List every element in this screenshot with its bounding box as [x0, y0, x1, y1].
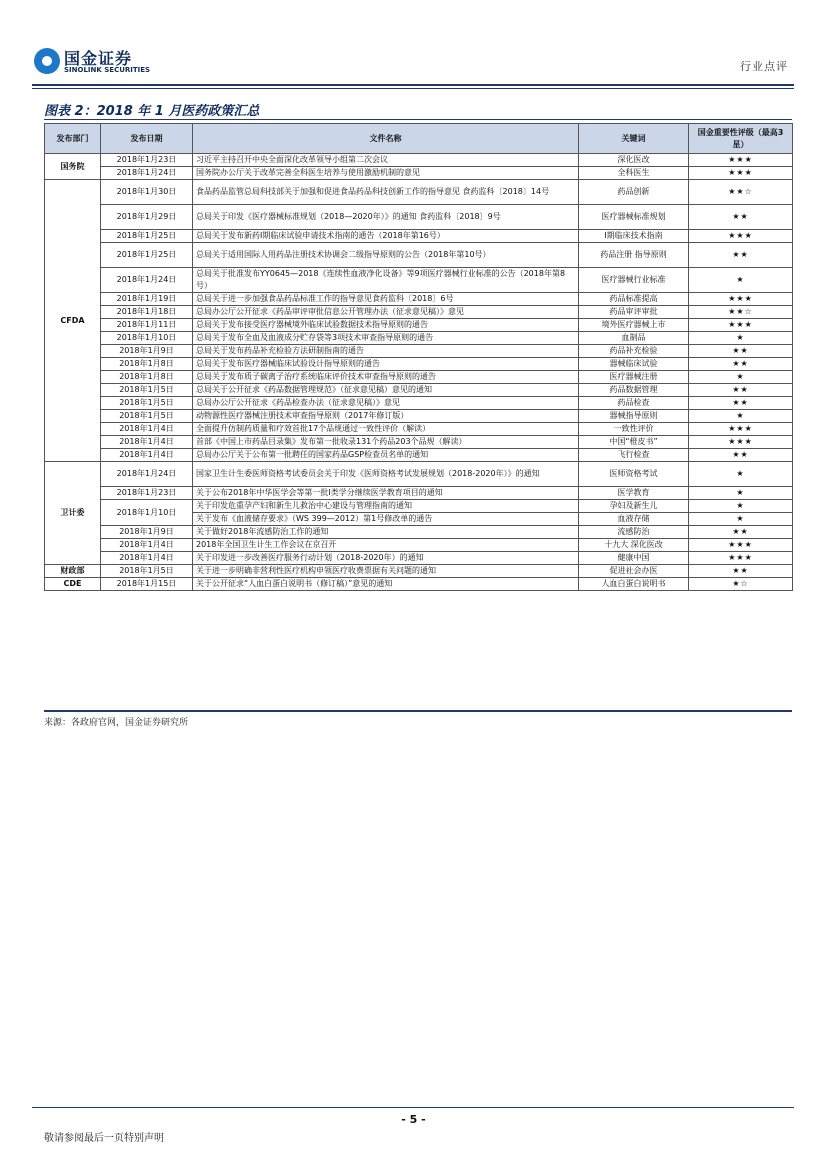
brand-logo: [34, 44, 184, 80]
dept-cell: 财政部: [45, 565, 101, 578]
date-cell: 2018年1月4日: [101, 436, 193, 449]
date-cell: 2018年1月5日: [101, 565, 193, 578]
keyword-cell: 境外医疗器械上市: [579, 319, 689, 332]
date-cell: 2018年1月30日: [101, 180, 193, 205]
dept-cell: CDE: [45, 578, 101, 591]
keyword-cell: 医疗器械注册: [579, 371, 689, 384]
rating-cell: ★★☆: [689, 180, 793, 205]
table-row: [45, 487, 793, 500]
name-cell: 动物源性医疗器械注册技术审查指导原则（2017年修订版）: [193, 410, 579, 423]
col-header-date: 发布日期: [101, 124, 193, 154]
report-type: 行业点评: [740, 60, 788, 73]
rating-cell: ★★: [689, 345, 793, 358]
table-row: [45, 384, 793, 397]
keyword-cell: 器械临床试验: [579, 358, 689, 371]
date-cell: 2018年1月8日: [101, 371, 193, 384]
keyword-cell: 人血白蛋白说明书: [579, 578, 689, 591]
name-cell: 总局办公厅公开征求《药品检查办法（征求意见稿）》意见: [193, 397, 579, 410]
table-row: [45, 306, 793, 319]
name-cell: 总局关于批准发布YY0645—2018《连续性血液净化设备》等9项医疗器械行业标准的公告（2018年第8号）: [193, 268, 579, 293]
table-row: [45, 410, 793, 423]
rating-cell: ★☆: [689, 578, 793, 591]
rating-cell: ★★★: [689, 552, 793, 565]
keyword-cell: 深化医改: [579, 154, 689, 167]
keyword-cell: 血制品: [579, 332, 689, 345]
table-row: [45, 180, 793, 205]
table-row: [45, 371, 793, 384]
rating-cell: ★★★: [689, 436, 793, 449]
table-row: [45, 397, 793, 410]
logo-mark-icon: [34, 48, 60, 74]
keyword-cell: 促进社会办医: [579, 565, 689, 578]
rating-cell: ★★☆: [689, 306, 793, 319]
name-cell: 关于公开征求“人血白蛋白说明书（修订稿）”意见的通知: [193, 578, 579, 591]
col-header-name: 文件名称: [193, 124, 579, 154]
page-header: [34, 44, 794, 84]
date-cell: 2018年1月9日: [101, 345, 193, 358]
rating-cell: ★: [689, 332, 793, 345]
keyword-cell: 药品数据管理: [579, 384, 689, 397]
table-row: [45, 578, 793, 591]
rating-cell: ★★: [689, 526, 793, 539]
rating-cell: ★★: [689, 243, 793, 268]
header-rule-thin: [32, 88, 794, 89]
rating-cell: ★★★: [689, 319, 793, 332]
name-cell: 总局关于适用国际人用药品注册技术协调会二级指导原则的公告（2018年第10号）: [193, 243, 579, 268]
date-cell: 2018年1月4日: [101, 539, 193, 552]
date-cell: 2018年1月24日: [101, 268, 193, 293]
col-header-rating: 国金重要性评级（最高3星）: [689, 124, 793, 154]
table-header-row: [45, 124, 793, 154]
table-row: [45, 539, 793, 552]
rating-cell: ★★: [689, 397, 793, 410]
date-cell: 2018年1月4日: [101, 552, 193, 565]
name-cell: 总局关于发布药品补充检验方法研制指南的通告: [193, 345, 579, 358]
table-row: [45, 552, 793, 565]
rating-cell: ★: [689, 268, 793, 293]
keyword-cell: 医学教育: [579, 487, 689, 500]
dept-cell: CFDA: [45, 180, 101, 462]
rating-cell: ★: [689, 371, 793, 384]
keyword-cell: 中国“橙皮书”: [579, 436, 689, 449]
table-row: [45, 462, 793, 487]
rating-cell: ★★★: [689, 293, 793, 306]
rating-cell: ★★: [689, 384, 793, 397]
rating-cell: ★★★: [689, 423, 793, 436]
name-cell: 总局办公厅公开征求《药品审评审批信息公开管理办法（征求意见稿）》意见: [193, 306, 579, 319]
name-cell: 总局关于发布医疗器械临床试验设计指导原则的通告: [193, 358, 579, 371]
name-cell: 国家卫生计生委医师资格考试委员会关于印发《医师资格考试发展规划（2018-2020年）》的通知: [193, 462, 579, 487]
keyword-cell: 药品审评审批: [579, 306, 689, 319]
table-row: [45, 243, 793, 268]
table-body: [45, 154, 793, 591]
page-number: - 5 -: [401, 1113, 426, 1126]
name-cell: 首部《中国上市药品目录集》发布第一批收录131个药品203个品规（解读）: [193, 436, 579, 449]
name-cell: 总局关于进一步加强食品药品标准工作的指导意见食药监科〔2018〕6号: [193, 293, 579, 306]
table-row: [45, 526, 793, 539]
rating-cell: ★: [689, 513, 793, 526]
rating-cell: ★: [689, 500, 793, 513]
date-cell: 2018年1月23日: [101, 154, 193, 167]
date-cell: 2018年1月15日: [101, 578, 193, 591]
figure-title: 图表 2：2018 年 1 月医药政策汇总: [44, 104, 260, 119]
keyword-cell: 十九大 深化医改: [579, 539, 689, 552]
name-cell: 总局办公厅关于公布第一批聘任的国家药品GSP检查员名单的通知: [193, 449, 579, 462]
name-cell: 总局关于发布质子碳离子治疗系统临床评价技术审查指导原则的通告: [193, 371, 579, 384]
name-cell: 关于发布《血液储存要求》（WS 399—2012）第1号修改单的通告: [193, 513, 579, 526]
keyword-cell: 器械指导原则: [579, 410, 689, 423]
date-cell: 2018年1月25日: [101, 243, 193, 268]
rating-cell: ★★★: [689, 539, 793, 552]
name-cell: 2018年全国卫生计生工作会议在京召开: [193, 539, 579, 552]
date-cell: 2018年1月5日: [101, 410, 193, 423]
keyword-cell: 飞行检查: [579, 449, 689, 462]
rating-cell: ★★: [689, 449, 793, 462]
table-row: [45, 167, 793, 180]
dept-cell: 卫计委: [45, 462, 101, 565]
keyword-cell: Ⅰ期临床技术指南: [579, 230, 689, 243]
name-cell: 总局关于印发《医疗器械标准规划（2018—2020年）》的通知 食药监科〔2018〕9号: [193, 205, 579, 230]
rating-cell: ★★★: [689, 154, 793, 167]
dept-cell: 国务院: [45, 154, 101, 180]
table-bottom-rule: [44, 710, 792, 712]
col-header-keyword: 关键词: [579, 124, 689, 154]
date-cell: 2018年1月19日: [101, 293, 193, 306]
keyword-cell: 医疗器械标准规划: [579, 205, 689, 230]
header-rule: [32, 84, 794, 86]
rating-cell: ★★: [689, 565, 793, 578]
keyword-cell: 药品检查: [579, 397, 689, 410]
rating-cell: ★★★: [689, 167, 793, 180]
keyword-cell: 医疗器械行业标准: [579, 268, 689, 293]
logo-name-cn: 国金证券: [64, 49, 133, 68]
date-cell: 2018年1月29日: [101, 205, 193, 230]
logo-name-en: SINOLINK SECURITIES: [64, 66, 151, 74]
date-cell: 2018年1月4日: [101, 423, 193, 436]
keyword-cell: 血液存储: [579, 513, 689, 526]
date-cell: 2018年1月23日: [101, 487, 193, 500]
table-row: [45, 319, 793, 332]
date-cell: 2018年1月5日: [101, 384, 193, 397]
keyword-cell: 孕妇及新生儿: [579, 500, 689, 513]
table-row: [45, 565, 793, 578]
rating-cell: ★: [689, 462, 793, 487]
keyword-cell: 健康中国: [579, 552, 689, 565]
date-cell: 2018年1月8日: [101, 358, 193, 371]
disclaimer: 敬请参阅最后一页特别声明: [44, 1133, 164, 1144]
policy-table: [44, 123, 793, 591]
date-cell: 2018年1月11日: [101, 319, 193, 332]
rating-cell: ★: [689, 410, 793, 423]
keyword-cell: 药品创新: [579, 180, 689, 205]
name-cell: 食品药品监管总局科技部关于加强和促进食品药品科技创新工作的指导意见 食药监科〔2018〕14号: [193, 180, 579, 205]
date-cell: 2018年1月18日: [101, 306, 193, 319]
table-row: [45, 230, 793, 243]
keyword-cell: 药品标准提高: [579, 293, 689, 306]
name-cell: 习近平主持召开中央全面深化改革领导小组第二次会议: [193, 154, 579, 167]
name-cell: 关于公布2018年中华医学会等第一批Ⅰ类学分继续医学教育项目的通知: [193, 487, 579, 500]
date-cell: 2018年1月10日: [101, 500, 193, 526]
table-row: [45, 449, 793, 462]
table-row: [45, 332, 793, 345]
title-rule: [44, 119, 792, 120]
table-row: [45, 345, 793, 358]
name-cell: 总局关于发布全血及血液成分贮存袋等3项技术审查指导原则的通告: [193, 332, 579, 345]
keyword-cell: 一致性评价: [579, 423, 689, 436]
name-cell: 总局关于发布新药Ⅰ期临床试验申请技术指南的通告（2018年第16号）: [193, 230, 579, 243]
table-row: [45, 500, 793, 513]
table-row: [45, 358, 793, 371]
name-cell: 总局关于公开征求《药品数据管理规范》（征求意见稿）意见的通知: [193, 384, 579, 397]
keyword-cell: 医师资格考试: [579, 462, 689, 487]
name-cell: 关于做好2018年流感防治工作的通知: [193, 526, 579, 539]
table-row: [45, 154, 793, 167]
name-cell: 关于进一步明确非营利性医疗机构申领医疗收费票据有关问题的通知: [193, 565, 579, 578]
name-cell: 国务院办公厅关于改革完善全科医生培养与使用激励机制的意见: [193, 167, 579, 180]
date-cell: 2018年1月24日: [101, 167, 193, 180]
source-note: 来源：各政府官网，国金证券研究所: [44, 718, 189, 728]
table-row: [45, 436, 793, 449]
date-cell: 2018年1月24日: [101, 462, 193, 487]
keyword-cell: 药品补充检验: [579, 345, 689, 358]
rating-cell: ★★: [689, 205, 793, 230]
table-row: [45, 205, 793, 230]
name-cell: 关于印发进一步改善医疗服务行动计划（2018-2020年）的通知: [193, 552, 579, 565]
rating-cell: ★★: [689, 358, 793, 371]
name-cell: 总局关于发布接受医疗器械境外临床试验数据技术指导原则的通告: [193, 319, 579, 332]
date-cell: 2018年1月10日: [101, 332, 193, 345]
rating-cell: ★: [689, 487, 793, 500]
table-row: [45, 423, 793, 436]
col-header-dept: 发布部门: [45, 124, 101, 154]
table-row: [45, 293, 793, 306]
date-cell: 2018年1月5日: [101, 397, 193, 410]
date-cell: 2018年1月4日: [101, 449, 193, 462]
date-cell: 2018年1月25日: [101, 230, 193, 243]
rating-cell: ★★★: [689, 230, 793, 243]
date-cell: 2018年1月9日: [101, 526, 193, 539]
footer-rule: [32, 1107, 794, 1108]
keyword-cell: 全科医生: [579, 167, 689, 180]
keyword-cell: 流感防治: [579, 526, 689, 539]
table-row: [45, 268, 793, 293]
keyword-cell: 药品注册 指导原则: [579, 243, 689, 268]
name-cell: 关于印发危重孕产妇和新生儿救治中心建设与管理指南的通知: [193, 500, 579, 513]
name-cell: 全面提升仿制药质量和疗效首批17个品规通过一致性评价（解读）: [193, 423, 579, 436]
